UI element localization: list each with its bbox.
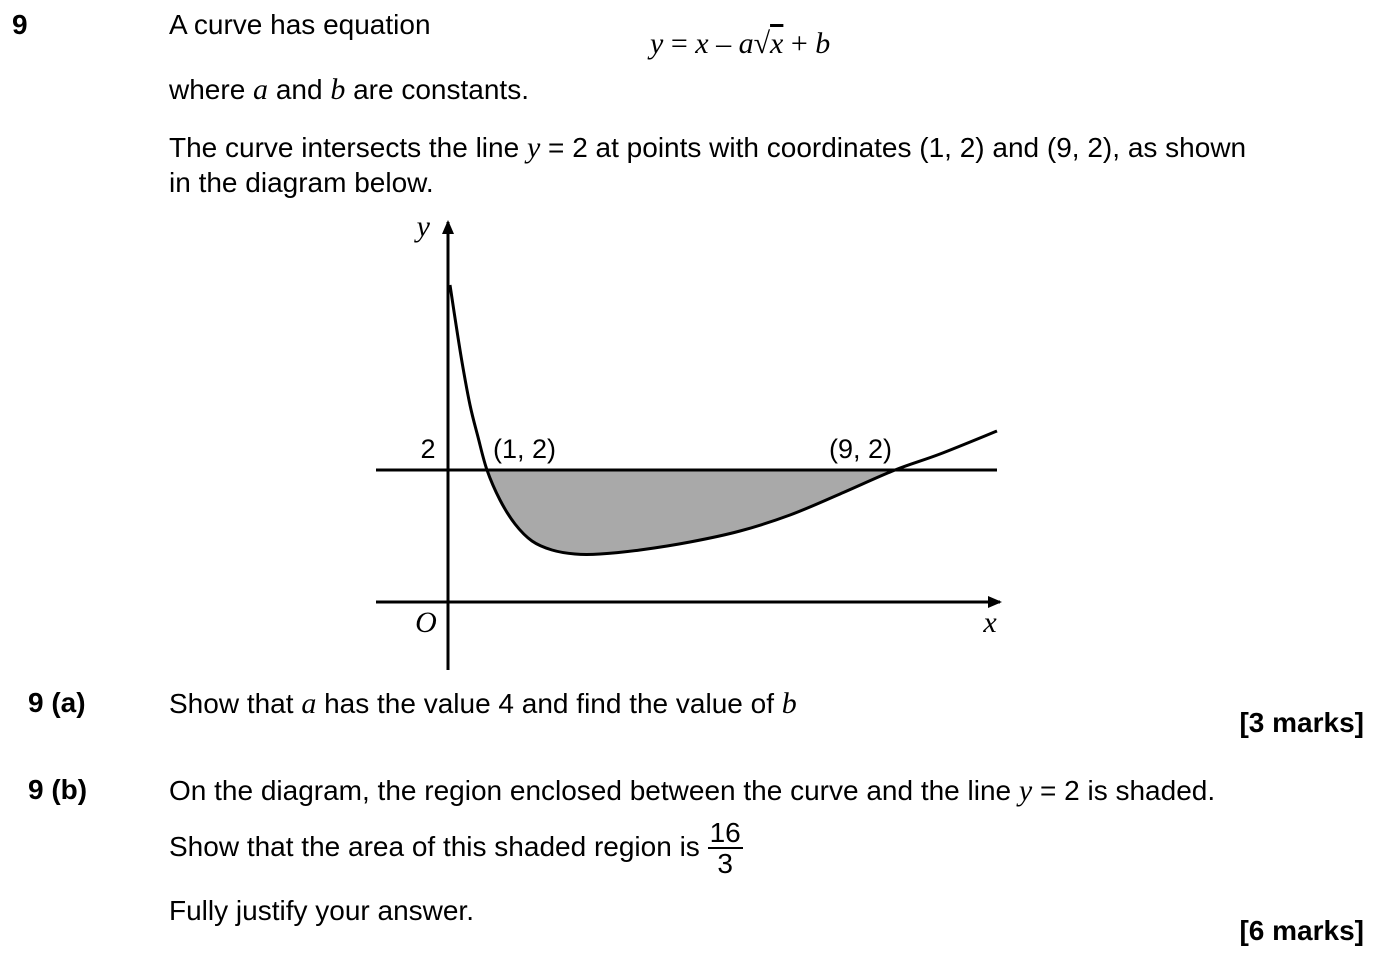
part-a-mid: has the value 4 and find the value of <box>316 688 782 719</box>
eq-radicand: x <box>770 27 784 60</box>
part-b-line1-pre: On the diagram, the region enclosed between the curve and the line <box>169 775 1019 806</box>
part-a-label: 9 (a) <box>28 687 86 718</box>
intersect-pre: The curve intersects the line <box>169 132 527 163</box>
eq-root-sign: √ <box>753 27 771 60</box>
part-b-line-3: Fully justify your answer. <box>169 895 474 926</box>
eq-x: x <box>695 27 709 60</box>
part-b-label: 9 (b) <box>28 774 88 805</box>
fraction-16-over-3 <box>708 818 743 879</box>
x-axis-label: x <box>983 606 997 639</box>
eq-equals: = <box>663 27 696 60</box>
intersect-post: = 2 at points with coordinates (1, 2) and (9, 2), as shown <box>540 132 1247 163</box>
question-number: 9 <box>12 9 28 40</box>
part-a-pre: Show that <box>169 688 302 719</box>
part-a-text <box>169 686 797 722</box>
constants-mid: and <box>268 74 331 105</box>
origin-label: O <box>415 606 437 639</box>
eq-b: b <box>815 27 831 60</box>
intersect-line-2: in the diagram below. <box>169 167 434 198</box>
question-intro: A curve has equation <box>169 9 431 40</box>
constants-b: b <box>330 73 346 106</box>
point1-label: (1, 2) <box>493 434 557 464</box>
constants-post: are constants. <box>345 74 529 105</box>
part-a-b: b <box>781 687 797 720</box>
part-a-a: a <box>301 687 317 720</box>
point2-label: (9, 2) <box>829 434 893 464</box>
y-tick-label: 2 <box>420 434 436 464</box>
eq-plus: + <box>783 27 816 60</box>
constants-pre: where <box>169 74 254 105</box>
eq-minus: – <box>708 27 739 60</box>
part-b-line2-pre: Show that the area of this shaded region is <box>169 830 700 862</box>
part-a-marks: [3 marks] <box>1239 707 1364 738</box>
fraction-numerator: 16 <box>709 817 741 848</box>
part-b-line1-post: = 2 is shaded. <box>1032 775 1216 806</box>
part-b-line1-y: y <box>1018 774 1033 807</box>
part-b-line-2 <box>169 818 743 879</box>
part-b-marks: [6 marks] <box>1239 915 1364 946</box>
y-axis-label: y <box>416 210 430 243</box>
intersect-y: y <box>526 131 541 164</box>
eq-a: a <box>738 27 754 60</box>
part-b-line-1 <box>169 773 1215 809</box>
eq-lhs: y <box>650 27 664 60</box>
constants-a: a <box>253 73 269 106</box>
fraction-denominator: 3 <box>717 848 733 880</box>
